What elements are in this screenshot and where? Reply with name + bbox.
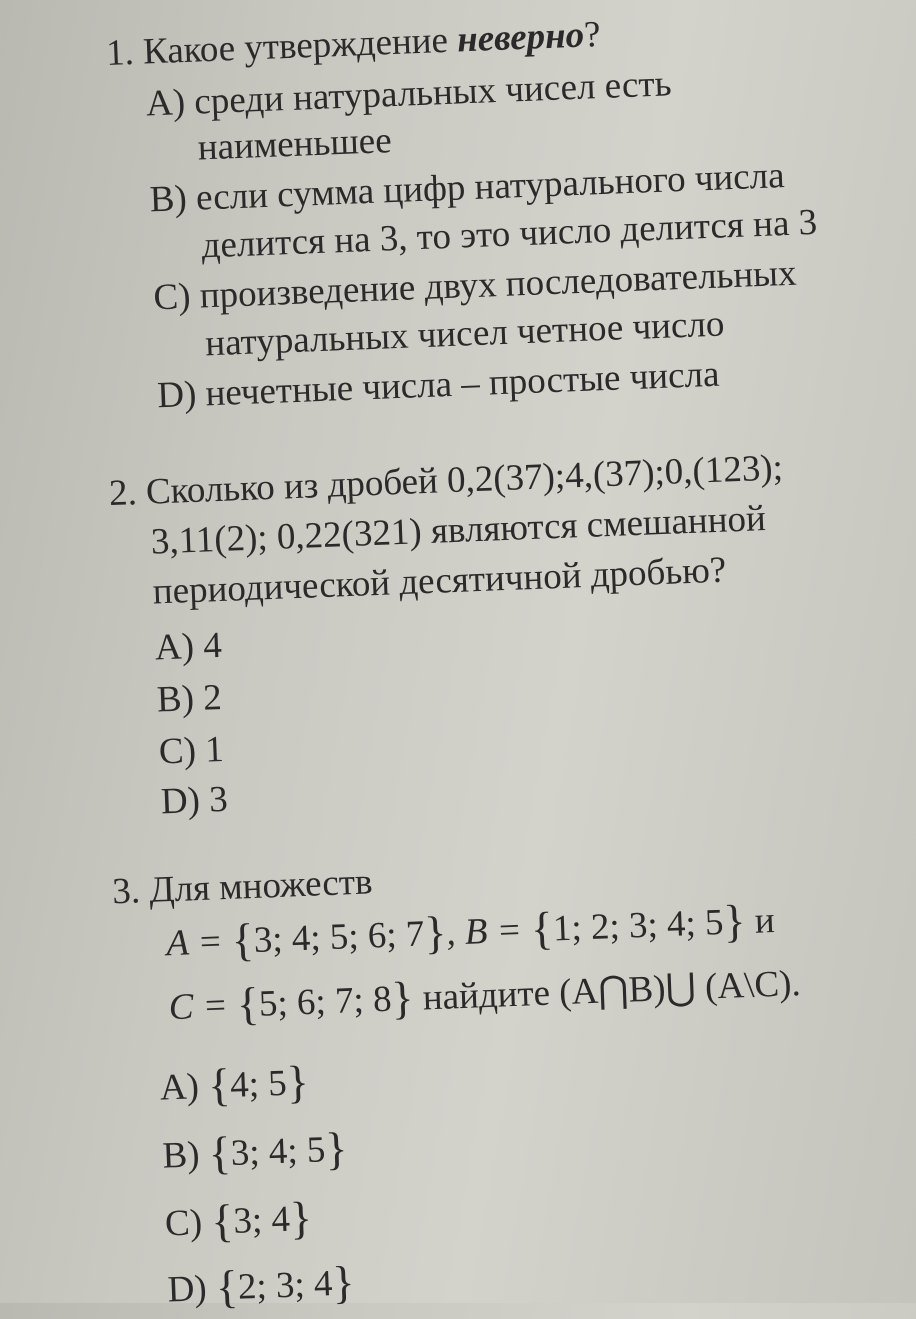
q1-option-a-line2: наименьшее	[197, 120, 393, 169]
q1-option-c-line2: натуральных чисел четное число	[204, 303, 726, 365]
q3-sets-line2: C = {5; 6; 7; 8} найдите (A⋂B)⋃ (A\C).	[168, 963, 802, 1030]
q3-title: 3. Для множеств	[111, 861, 374, 913]
q3-set-a-values: 3; 4; 5; 6; 7	[253, 913, 426, 961]
q1-option-b-line2: делится на 3, то это число делится на 3	[200, 201, 818, 267]
q3-set-c-label: C =	[168, 984, 238, 1029]
q3-option-a: A) {4; 5}	[159, 1055, 310, 1111]
q3-set-a-label: A =	[165, 920, 233, 965]
q1-option-b-line1: B) если сумма цифр натурального числа	[148, 155, 786, 221]
q2-option-d: D) 3	[160, 778, 229, 823]
question-1-title	[105, 15, 601, 74]
q1-option-c-line1: C) произведение двух последовательных	[152, 252, 798, 319]
q3-set-b-values: 1; 2; 3; 4; 5	[552, 901, 725, 950]
question-1-emphasis: неверно	[456, 14, 585, 61]
q2-line2: 3,11(2); 0,22(321) являются смешанной	[150, 498, 767, 563]
q2-line1: 2. Сколько из дробей 0,2(37);4,(37);0,(123);	[108, 447, 784, 515]
q3-option-a-label: A)	[159, 1065, 209, 1109]
q3-option-c-values: 3; 4	[232, 1198, 291, 1242]
q3-option-d: D) {2; 3; 4}	[166, 1256, 356, 1313]
q2-option-b: B) 2	[156, 677, 223, 721]
q3-option-d-values: 2; 3; 4	[237, 1263, 334, 1308]
q3-sets-line1: A = {3; 4; 5; 6; 7}, B = {1; 2; 3; 4; 5} и	[165, 895, 776, 966]
q3-option-c: C) {3; 4}	[164, 1191, 313, 1247]
q2-line3: периодической десятичной дробью?	[152, 549, 727, 613]
q3-and: и	[744, 899, 776, 943]
q3-set-c-values: 5; 6; 7; 8	[258, 978, 393, 1025]
q3-option-b: B) {3; 4; 5}	[161, 1122, 349, 1179]
q3-set-b-label: , B =	[445, 909, 532, 954]
q1-option-d-line1: D) нечетные числа – простые числа	[156, 353, 721, 417]
q1-option-a-line1: A) среди натуральных чисел есть	[145, 63, 673, 125]
question-1-text: 1. Какое утверждение	[105, 19, 458, 74]
q3-task: найдите (A⋂B)⋃ (A\C).	[412, 963, 802, 1019]
question-1-suffix: ?	[583, 13, 602, 56]
q2-option-a: A) 4	[154, 624, 223, 669]
q2-option-c: C) 1	[158, 728, 225, 773]
q3-option-b-label: B)	[161, 1133, 210, 1177]
q3-option-b-values: 3; 4; 5	[230, 1129, 327, 1174]
q3-option-c-label: C)	[164, 1201, 213, 1245]
q3-option-a-values: 4; 5	[229, 1062, 288, 1106]
q3-option-d-label: D)	[166, 1267, 217, 1311]
